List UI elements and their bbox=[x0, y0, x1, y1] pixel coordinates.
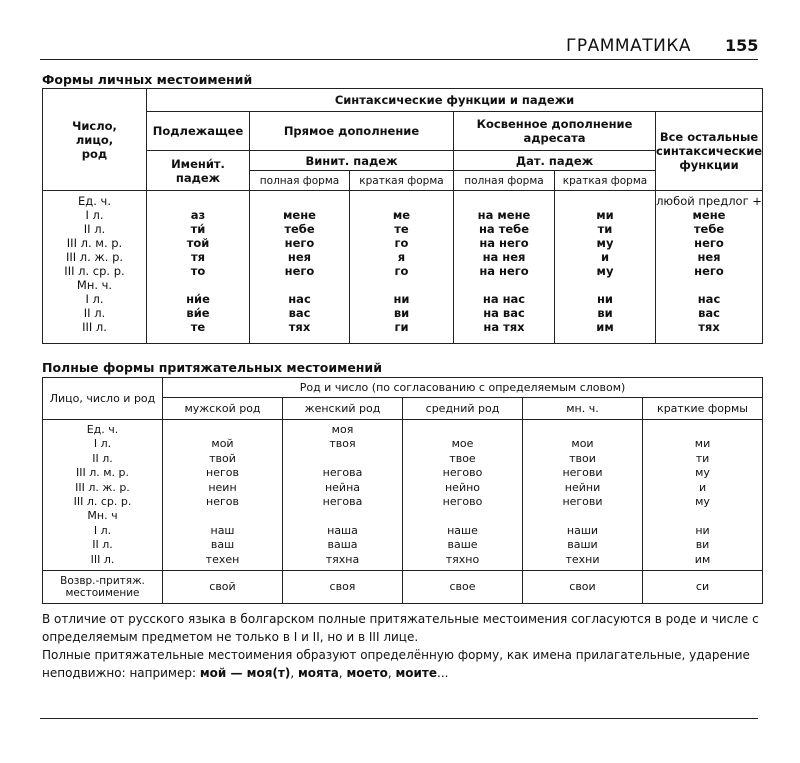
cell: нейна bbox=[324, 480, 361, 494]
cell: ваши bbox=[567, 538, 598, 552]
header-acc-short: краткая форма bbox=[350, 171, 454, 191]
page-number: 155 bbox=[725, 36, 759, 55]
column-neuter bbox=[403, 420, 523, 571]
cell: те bbox=[190, 320, 206, 334]
cell bbox=[454, 278, 554, 292]
cell: тях bbox=[288, 320, 311, 334]
paragraph-agreement: В отличие от русского языка в болгарском полные притяжательные местоимения согласуются в роде и числе с определяемым предметом не только в I и II, но и в III лице. bbox=[42, 612, 759, 644]
example-4: моите bbox=[395, 666, 438, 680]
cell bbox=[283, 509, 402, 523]
person-label: Ед. ч. bbox=[78, 194, 111, 208]
cell: на мене bbox=[477, 208, 531, 222]
cell bbox=[350, 194, 453, 208]
cell: ни́е bbox=[186, 292, 210, 306]
person-label: II л. bbox=[83, 222, 106, 236]
ellipsis: ... bbox=[437, 666, 449, 680]
person-label: Мн. ч. bbox=[76, 278, 113, 292]
cell bbox=[643, 423, 762, 437]
cell: тяхно bbox=[445, 552, 480, 566]
header-syntactic: Синтаксические функции и падежи bbox=[147, 89, 763, 112]
cell: аз bbox=[190, 208, 206, 222]
cell: наши bbox=[566, 523, 599, 537]
cell-reflexive-fem: своя bbox=[283, 571, 403, 604]
column-feminine bbox=[283, 420, 403, 571]
cell: вас bbox=[698, 306, 720, 320]
cell: мой bbox=[211, 437, 234, 451]
person-label: III л. ж. р. bbox=[65, 250, 124, 264]
cell: негова bbox=[322, 466, 363, 480]
cell: негово bbox=[442, 466, 483, 480]
cell: техен bbox=[205, 552, 240, 566]
cell: негов bbox=[206, 466, 239, 480]
column-person bbox=[43, 420, 163, 571]
explanation-text bbox=[42, 610, 762, 682]
person-label: Ед. ч. bbox=[86, 423, 119, 436]
cell: негови bbox=[562, 466, 603, 480]
cell: техни bbox=[565, 552, 600, 566]
column-acc-short bbox=[350, 191, 454, 344]
cell bbox=[163, 423, 282, 437]
cell: мене bbox=[692, 208, 726, 222]
cell: нейни bbox=[564, 480, 601, 494]
header-subject: Подлежащее bbox=[147, 112, 250, 151]
cell: му bbox=[596, 264, 614, 278]
cell: им bbox=[596, 320, 614, 334]
column-other bbox=[656, 191, 763, 344]
header-neuter: средний род bbox=[403, 398, 523, 420]
cell: ваша bbox=[327, 538, 358, 552]
cell bbox=[555, 278, 655, 292]
cell: на нас bbox=[482, 292, 526, 306]
running-head-title: ГРАММАТИКА bbox=[566, 36, 692, 56]
header-short-forms: краткие формы bbox=[643, 398, 763, 420]
cell: нейно bbox=[444, 480, 481, 494]
cell bbox=[643, 509, 762, 523]
separator: , bbox=[290, 666, 298, 680]
cell: наша bbox=[327, 523, 358, 537]
column-dat-short bbox=[555, 191, 656, 344]
person-label: III л. ср. р. bbox=[64, 264, 125, 278]
cell: и bbox=[600, 250, 610, 264]
cell: ми bbox=[596, 208, 614, 222]
person-label: III л. м. р. bbox=[75, 466, 130, 480]
cell: на него bbox=[479, 264, 529, 278]
cell bbox=[163, 509, 282, 523]
cell: ни bbox=[596, 292, 613, 306]
header-agreement: Род и число (по согласованию с определяемым словом) bbox=[163, 378, 763, 398]
cell bbox=[283, 452, 402, 466]
separator: , bbox=[338, 666, 347, 680]
cell: мое bbox=[451, 437, 474, 451]
person-label: III л. м. р. bbox=[66, 236, 123, 250]
cell bbox=[403, 423, 522, 437]
cell bbox=[350, 278, 453, 292]
person-label: I л. bbox=[85, 208, 104, 222]
cell: любой предлог + bbox=[656, 194, 762, 208]
cell: ни bbox=[393, 292, 410, 306]
person-label: III л. bbox=[82, 320, 107, 334]
header-masculine: мужской род bbox=[163, 398, 283, 420]
cell: и bbox=[698, 480, 707, 494]
person-label: III л. ср. р. bbox=[73, 494, 132, 508]
column-person bbox=[43, 191, 147, 344]
cell: на нея bbox=[482, 250, 526, 264]
cell: ги bbox=[394, 320, 409, 334]
cell: тях bbox=[698, 320, 720, 334]
cell bbox=[250, 194, 349, 208]
cell: ти́ bbox=[190, 222, 206, 236]
example-prefix: например: bbox=[129, 666, 197, 680]
cell: ви bbox=[597, 306, 613, 320]
cell-reflexive-short: си bbox=[643, 571, 763, 604]
cell: наш bbox=[210, 523, 235, 537]
cell: твой bbox=[209, 451, 236, 465]
cell: тя bbox=[190, 250, 206, 264]
cell: моя bbox=[331, 423, 354, 436]
column-acc-full bbox=[250, 191, 350, 344]
cell: тебе bbox=[693, 222, 725, 236]
cell: него bbox=[284, 236, 315, 250]
cell: ви bbox=[393, 306, 410, 320]
cell: ваш bbox=[210, 538, 235, 552]
cell bbox=[454, 194, 554, 208]
cell: мене bbox=[283, 208, 316, 222]
cell: му bbox=[695, 466, 710, 480]
cell: му bbox=[596, 236, 614, 250]
cell bbox=[250, 278, 349, 292]
column-masculine bbox=[163, 420, 283, 571]
paragraph-definite-text: Полные притяжательные местоимения образуют определённую форму, как имена прилагательные, ударение неподвижно: bbox=[42, 648, 750, 680]
person-label: II л. bbox=[92, 538, 113, 552]
header-dat-short: краткая форма bbox=[555, 171, 656, 191]
cell: им bbox=[694, 552, 711, 566]
header-nominative: Имени́т. падеж bbox=[147, 151, 250, 191]
cell: на него bbox=[479, 236, 529, 250]
cell: на тебе bbox=[478, 222, 529, 236]
cell-reflexive-pl: свои bbox=[523, 571, 643, 604]
cell bbox=[555, 194, 655, 208]
cell: него bbox=[284, 264, 315, 278]
person-label: II л. bbox=[83, 306, 106, 320]
header-accusative: Винит. падеж bbox=[250, 151, 454, 171]
cell bbox=[523, 509, 642, 523]
footer-rule bbox=[40, 718, 758, 719]
paragraph-definite bbox=[42, 646, 762, 682]
personal-pronouns-table bbox=[42, 88, 763, 344]
cell: ни bbox=[695, 523, 710, 537]
header-dative: Дат. падеж bbox=[454, 151, 656, 171]
cell: негови bbox=[562, 494, 603, 508]
cell: на вас bbox=[483, 306, 525, 320]
cell: тяхна bbox=[325, 552, 360, 566]
person-label: III л. bbox=[90, 552, 115, 566]
cell: то bbox=[190, 264, 206, 278]
header-indirect-object: Косвенное дополнение адресата bbox=[454, 112, 656, 151]
cell bbox=[147, 278, 249, 292]
table2-caption: Полные формы притяжательных местоимений bbox=[42, 360, 382, 375]
cell: негово bbox=[442, 494, 483, 508]
column-nominative bbox=[147, 191, 250, 344]
separator: , bbox=[387, 666, 396, 680]
header-person: Лицо, число и род bbox=[43, 378, 163, 420]
cell bbox=[147, 194, 249, 208]
cell: твое bbox=[449, 451, 476, 465]
example-2: моята bbox=[297, 666, 339, 680]
cell: ме bbox=[392, 208, 411, 222]
column-dat-full bbox=[454, 191, 555, 344]
cell: той bbox=[186, 236, 210, 250]
cell: го bbox=[394, 236, 409, 250]
cell bbox=[403, 509, 522, 523]
cell: вас bbox=[288, 306, 311, 320]
example-3: моето bbox=[346, 666, 388, 680]
cell: ти bbox=[597, 222, 613, 236]
cell: нас bbox=[697, 292, 721, 306]
table1-caption: Формы личных местоимений bbox=[42, 72, 253, 87]
person-label: I л. bbox=[85, 292, 104, 306]
cell: наше bbox=[447, 523, 478, 537]
cell: него bbox=[694, 264, 724, 278]
header-direct-object: Прямое дополнение bbox=[250, 112, 454, 151]
cell: ми bbox=[694, 437, 711, 451]
cell: твоя bbox=[329, 437, 356, 451]
cell: нея bbox=[287, 250, 312, 264]
person-label: III л. ж. р. bbox=[75, 480, 130, 494]
person-label: Мн. ч bbox=[87, 509, 118, 523]
cell bbox=[523, 423, 642, 437]
cell: ваше bbox=[447, 538, 478, 552]
column-short-forms bbox=[643, 420, 763, 571]
cell: мои bbox=[571, 437, 594, 451]
cell: нас bbox=[288, 292, 311, 306]
header-plural: мн. ч. bbox=[523, 398, 643, 420]
cell: го bbox=[394, 264, 409, 278]
cell: твои bbox=[569, 451, 596, 465]
cell: те bbox=[394, 222, 409, 236]
person-label: I л. bbox=[93, 523, 112, 537]
cell: негов bbox=[206, 494, 239, 508]
cell: нея bbox=[697, 250, 721, 264]
cell: негова bbox=[322, 494, 363, 508]
cell: я bbox=[397, 250, 406, 264]
cell: ти bbox=[695, 451, 710, 465]
header-dat-full: полная форма bbox=[454, 171, 555, 191]
possessive-pronouns-table bbox=[42, 377, 763, 604]
header-other-functions: Все остальные синтаксические функции bbox=[656, 112, 763, 191]
cell: неин bbox=[208, 480, 237, 494]
cell: тебе bbox=[284, 222, 315, 236]
cell: него bbox=[694, 236, 724, 250]
cell-reflexive-masc: свой bbox=[163, 571, 283, 604]
person-label: I л. bbox=[93, 437, 112, 451]
header-rule bbox=[40, 59, 758, 60]
row-label-reflexive: Возвр.-притяж. местоимение bbox=[43, 571, 163, 604]
cell-reflexive-neut: свое bbox=[403, 571, 523, 604]
column-plural bbox=[523, 420, 643, 571]
cell: му bbox=[695, 494, 710, 508]
header-acc-full: полная форма bbox=[250, 171, 350, 191]
header-person: Число, лицо, род bbox=[43, 89, 147, 191]
cell: ви bbox=[695, 538, 710, 552]
header-feminine: женский род bbox=[283, 398, 403, 420]
cell: ви́е bbox=[186, 306, 210, 320]
cell bbox=[656, 278, 762, 292]
example-1: мой — моя(т) bbox=[199, 666, 291, 680]
cell: на тях bbox=[483, 320, 525, 334]
person-label: II л. bbox=[92, 451, 113, 465]
